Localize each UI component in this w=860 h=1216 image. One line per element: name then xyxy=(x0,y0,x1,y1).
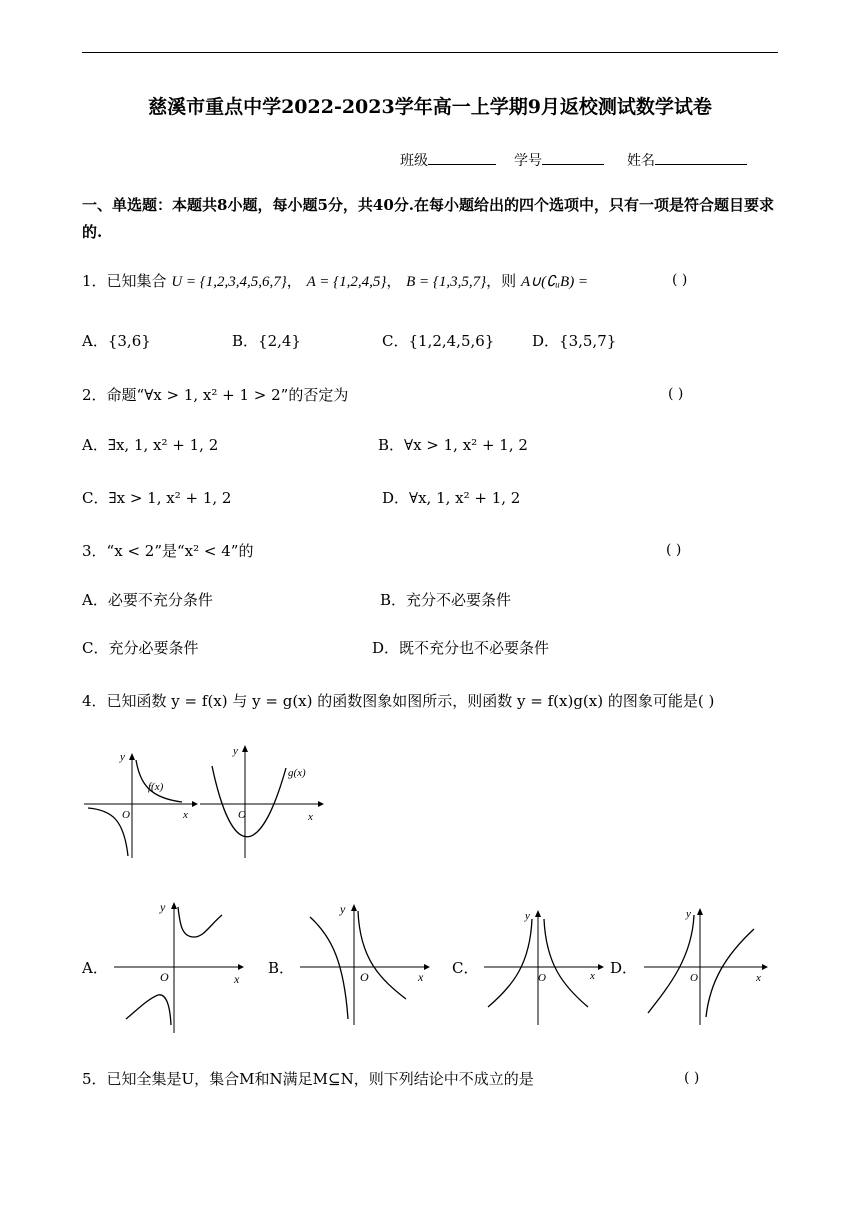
student-id-field xyxy=(514,150,604,170)
q4-option-a-label[interactable]: A． xyxy=(82,959,108,977)
q1-stem: 1．已知集合 U = {1,2,3,4,5,6,7}， A = {1,2,4,5}， B = {1,3,5,7}，则 A∪(∁ᵤB) = xyxy=(82,272,589,290)
opt-a-y-label: y xyxy=(160,900,166,914)
q4-reference-graphs xyxy=(82,740,332,862)
q4-option-d-label[interactable]: D． xyxy=(610,959,638,977)
q3-answer-paren[interactable]: ( ) xyxy=(666,542,682,558)
class-blank[interactable] xyxy=(428,150,496,165)
class-label: 班级 xyxy=(400,153,428,169)
q3-option-c[interactable]: C．充分必要条件 xyxy=(82,639,199,657)
q1-option-d[interactable]: D．{3,5,7} xyxy=(532,332,617,350)
student-id-blank[interactable] xyxy=(542,150,604,165)
q4-option-c-label[interactable]: C． xyxy=(452,959,479,977)
opt-b-y-label: y xyxy=(340,902,346,916)
q1-then: ，则 xyxy=(486,272,517,290)
q4-option-d-graph[interactable] xyxy=(640,901,774,1027)
q2-stem: 2．命题“∀x > 1, x² + 1 > 2”的否定为 xyxy=(82,386,349,404)
q2-answer-paren[interactable]: ( ) xyxy=(668,386,684,402)
q1-set-a: A = {1,2,4,5} xyxy=(306,274,387,290)
q3-option-d[interactable]: D．既不充分也不必要条件 xyxy=(372,639,550,657)
name-blank[interactable] xyxy=(655,150,747,165)
q3-option-b[interactable]: B．充分不必要条件 xyxy=(380,591,512,609)
q4-option-c-graph[interactable] xyxy=(480,903,610,1027)
q3-option-a[interactable]: A．必要不充分条件 xyxy=(82,591,213,609)
f-curve-label: f(x) xyxy=(148,781,164,793)
opt-b-x-label: x xyxy=(418,970,424,984)
g-origin-label: O xyxy=(238,809,246,821)
opt-b-origin: O xyxy=(360,970,369,984)
g-curve-label: g(x) xyxy=(288,767,306,779)
top-rule xyxy=(82,52,778,53)
q2-option-b[interactable]: B．∀x > 1, x² + 1, 2 xyxy=(378,436,528,454)
student-id-label: 学号 xyxy=(514,153,542,169)
f-y-label: y xyxy=(120,751,125,763)
g-curve xyxy=(212,766,286,837)
q2-option-c[interactable]: C．∃x > 1, x² + 1, 2 xyxy=(82,489,232,507)
q4-option-a-graph[interactable] xyxy=(110,895,250,1035)
q1-set-u: U = {1,2,3,4,5,6,7} xyxy=(171,274,287,290)
opt-c-y-label: y xyxy=(525,910,530,922)
f-x-label: x xyxy=(183,809,188,821)
page-title: 慈溪市重点中学2022-2023学年高一上学期9月返校测试数学试卷 xyxy=(148,96,712,118)
q2-option-a[interactable]: A．∃x, 1, x² + 1, 2 xyxy=(82,436,219,454)
q1-option-c[interactable]: C．{1,2,4,5,6} xyxy=(382,332,495,350)
q4-option-b-label[interactable]: B． xyxy=(268,959,295,977)
name-field xyxy=(627,150,747,170)
opt-a-origin: O xyxy=(160,970,169,984)
q1-option-a[interactable]: A．{3,6} xyxy=(82,332,151,350)
opt-d-y-label: y xyxy=(686,908,691,920)
f-origin-label: O xyxy=(122,809,130,821)
q5-stem: 5．已知全集是U，集合M和N满足M⊆N，则下列结论中不成立的是 xyxy=(82,1070,534,1088)
section-1-header: 一、单选题：本题共8小题，每小题5分，共40分.在每小题给出的四个选项中，只有一项是符合题目要求的. xyxy=(82,196,774,241)
opt-c-origin: O xyxy=(538,972,546,984)
q2-option-d[interactable]: D．∀x, 1, x² + 1, 2 xyxy=(382,489,521,507)
opt-c-x-label: x xyxy=(590,970,595,982)
q4-stem: 4．已知函数 y = f(x) 与 y = g(x) 的函数图象如图所示，则函数 y = f(x)g(x) 的图象可能是( ) xyxy=(82,692,715,710)
q4-option-b-graph[interactable] xyxy=(296,897,436,1027)
q1-option-b[interactable]: B．{2,4} xyxy=(232,332,301,350)
q1-expression: A∪(∁ᵤB) = xyxy=(520,274,589,290)
q1-stem-text: 1．已知集合 xyxy=(82,272,167,290)
g-x-label: x xyxy=(308,811,313,823)
q1-set-b: B = {1,3,5,7} xyxy=(406,274,487,290)
q1-answer-paren[interactable]: ( ) xyxy=(672,272,688,288)
name-label: 姓名 xyxy=(627,153,655,169)
opt-a-x-label: x xyxy=(234,972,240,986)
opt-d-x-label: x xyxy=(756,972,761,984)
q3-stem: 3．“x < 2”是“x² < 4”的 xyxy=(82,542,254,560)
g-y-label: y xyxy=(233,745,238,757)
opt-d-origin: O xyxy=(690,972,698,984)
class-field xyxy=(400,150,496,170)
q5-answer-paren[interactable]: ( ) xyxy=(684,1070,700,1086)
